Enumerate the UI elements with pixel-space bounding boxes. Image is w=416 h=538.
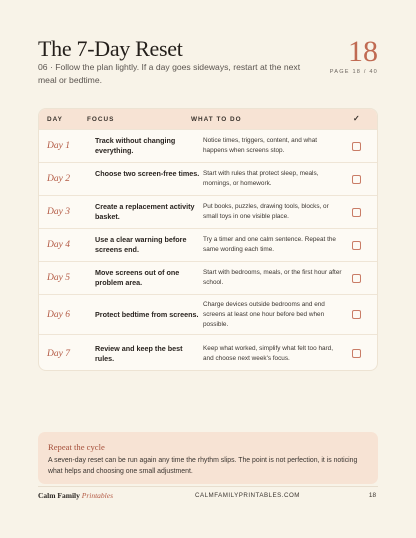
callout-title: Repeat the cycle (48, 442, 105, 452)
callout-body: A seven-day reset can be run again any time the rhythm slips. The point is not perfection, it is noticing what helps and choosing one small adjustment. (48, 457, 358, 475)
day-label: Day 1 (47, 141, 70, 151)
what-text: Start with rules that protect sleep, meals, mornings, or homework. (203, 170, 319, 187)
day-label: Day 4 (47, 240, 70, 250)
focus-text: Create a replacement activity basket. (95, 202, 195, 221)
page-of-label: PAGE 18 / 40 (329, 69, 378, 75)
day-checkbox[interactable] (352, 241, 361, 250)
table-row (39, 162, 378, 195)
day-label: Day 3 (47, 207, 70, 217)
table-header (39, 109, 377, 129)
day-checkbox[interactable] (352, 175, 361, 184)
focus-text: Choose two screen-free times. (95, 169, 200, 178)
day-label: Day 2 (47, 174, 70, 184)
table-row (39, 228, 378, 261)
column-header-what: WHAT TO DO (191, 116, 242, 123)
what-text: Charge devices outside bedrooms and end screens at least one hour before bed when possible. (203, 301, 325, 328)
what-text: Notice times, triggers, content, and what happens when screens stop. (203, 137, 318, 154)
column-header-check: ✓ (353, 114, 361, 123)
day-checkbox[interactable] (352, 349, 361, 358)
what-text: Try a timer and one calm sentence. Repeat the same wording each time. (203, 236, 336, 253)
table-row (39, 294, 378, 334)
day-checkbox[interactable] (352, 208, 361, 217)
column-header-day: DAY (47, 116, 63, 123)
what-text: Keep what worked, simplify what felt too hard, and choose next week's focus. (203, 345, 334, 362)
brand-italic: Printables (81, 491, 113, 500)
day-label: Day 6 (47, 310, 70, 320)
focus-text: Review and keep the best rules. (95, 344, 183, 363)
day-checkbox[interactable] (352, 310, 361, 319)
focus-text: Track without changing everything. (95, 136, 176, 155)
brand-logo (38, 491, 113, 500)
footer-divider (38, 486, 378, 487)
what-text: Start with bedrooms, meals, or the first hour after school. (203, 269, 342, 286)
day-checkbox[interactable] (352, 274, 361, 283)
focus-text: Protect bedtime from screens. (95, 310, 199, 319)
what-text: Put books, puzzles, drawing tools, blocks, or small toys in one visible place. (203, 203, 329, 220)
brand-main: Calm Family (38, 491, 80, 500)
table-row (39, 129, 378, 162)
footer-page-number: 18 (368, 492, 376, 499)
column-header-focus: FOCUS (87, 116, 115, 123)
day-label: Day 7 (47, 349, 70, 359)
page-title: The 7-Day Reset (38, 36, 183, 61)
day-label: Day 5 (47, 273, 70, 283)
footer-url[interactable]: CALMFAMILYPRINTABLES.COM (195, 492, 300, 499)
page-number: 18 (348, 35, 378, 68)
day-checkbox[interactable] (352, 142, 361, 151)
table-row (39, 261, 378, 294)
table-row (39, 334, 378, 371)
page-subtitle: 06 · Follow the plan lightly. If a day goes sideways, restart at the next meal or bedtime. (38, 62, 301, 85)
repeat-callout (38, 432, 378, 484)
focus-text: Move screens out of one problem area. (95, 268, 180, 287)
reset-plan-table (38, 108, 378, 371)
table-row (39, 195, 378, 228)
focus-text: Use a clear warning before screens end. (95, 235, 187, 254)
